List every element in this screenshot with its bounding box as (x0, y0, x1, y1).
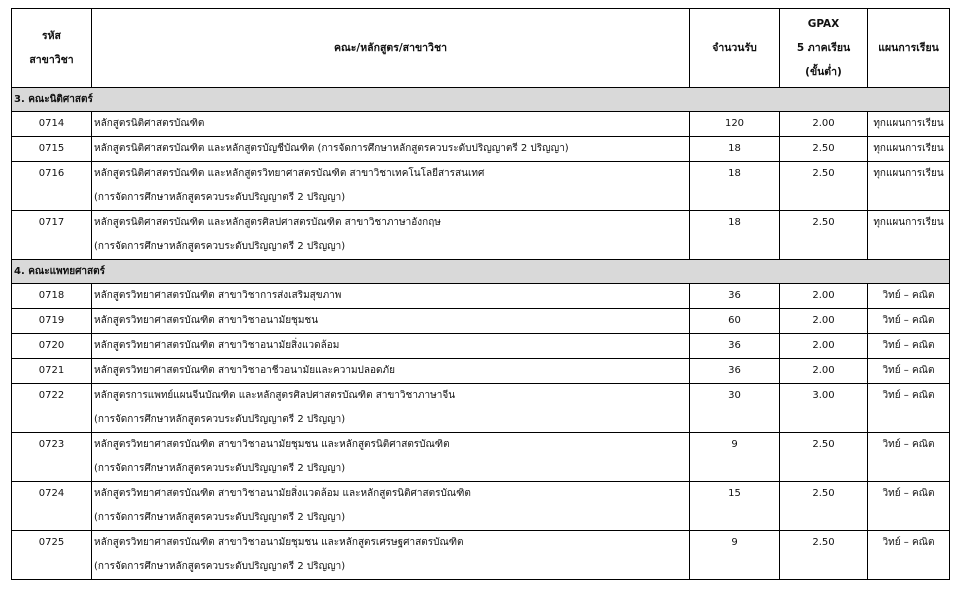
table-row (12, 112, 950, 137)
quota-value: 18 (690, 211, 780, 260)
header-gpax-line1: GPAX (807, 18, 840, 30)
table-row (12, 162, 950, 211)
program-name-line1: หลักสูตรวิทยาศาสตรบัณฑิต สาขาวิชาอนามัยสิ่งแวดล้อม (94, 340, 340, 351)
study-plan: ทุกแผนการเรียน (868, 162, 950, 211)
program-code: 0724 (12, 482, 92, 531)
program-name (92, 284, 690, 309)
header-program (92, 9, 690, 88)
study-plan: วิทย์ – คณิต (868, 334, 950, 359)
program-name (92, 482, 690, 531)
study-plan: วิทย์ – คณิต (868, 433, 950, 482)
gpax-value: 2.00 (780, 112, 868, 137)
study-plan: วิทย์ – คณิต (868, 384, 950, 433)
header-gpax-line2: 5 ภาคเรียน (796, 42, 851, 54)
header-plan-label: แผนการเรียน (878, 42, 939, 54)
gpax-value: 2.00 (780, 284, 868, 309)
gpax-value: 2.50 (780, 482, 868, 531)
quota-value: 18 (690, 137, 780, 162)
program-name (92, 112, 690, 137)
program-name-line1: หลักสูตรนิติศาสตรบัณฑิต และหลักสูตรบัญชีบัณฑิต (การจัดการศึกษาหลักสูตรควบระดับปริญญาตรี 2 ปริญญา) (94, 143, 569, 154)
table-row (12, 137, 950, 162)
program-name-line1: หลักสูตรวิทยาศาสตรบัณฑิต สาขาวิชาการส่งเสริมสุขภาพ (94, 290, 342, 301)
program-code: 0721 (12, 359, 92, 384)
program-name-line1: หลักสูตรนิติศาสตรบัณฑิต และหลักสูตรศิลปศาสตรบัณฑิต สาขาวิชาภาษาอังกฤษ (94, 217, 441, 228)
quota-value: 30 (690, 384, 780, 433)
program-name (92, 531, 690, 580)
quota-value: 36 (690, 284, 780, 309)
faculty-row (12, 88, 950, 112)
study-plan: วิทย์ – คณิต (868, 309, 950, 334)
quota-value: 60 (690, 309, 780, 334)
gpax-value: 2.50 (780, 433, 868, 482)
quota-value: 9 (690, 531, 780, 580)
study-plan: ทุกแผนการเรียน (868, 112, 950, 137)
program-name (92, 359, 690, 384)
gpax-value: 2.00 (780, 334, 868, 359)
program-name-line1: หลักสูตรวิทยาศาสตรบัณฑิต สาขาวิชาอาชีวอนามัยและความปลอดภัย (94, 365, 395, 376)
program-name-line1: หลักสูตรการแพทย์แผนจีนบัณฑิต และหลักสูตรศิลปศาสตรบัณฑิต สาขาวิชาภาษาจีน (94, 390, 456, 401)
study-plan: ทุกแผนการเรียน (868, 137, 950, 162)
program-name (92, 137, 690, 162)
program-code: 0722 (12, 384, 92, 433)
gpax-value: 2.00 (780, 359, 868, 384)
program-code: 0723 (12, 433, 92, 482)
header-code-line2: สาขาวิชา (29, 54, 74, 66)
table-row (12, 531, 950, 580)
table-row (12, 359, 950, 384)
table-body (12, 88, 950, 580)
table-row (12, 384, 950, 433)
program-name-line1: หลักสูตรวิทยาศาสตรบัณฑิต สาขาวิชาอนามัยชุมชน และหลักสูตรเศรษฐศาสตรบัณฑิต (94, 537, 464, 548)
table-row (12, 433, 950, 482)
program-name (92, 433, 690, 482)
quota-value: 36 (690, 334, 780, 359)
program-name-line2: (การจัดการศึกษาหลักสูตรควบระดับปริญญาตรี 2 ปริญญา) (94, 241, 346, 252)
study-plan: ทุกแผนการเรียน (868, 211, 950, 260)
program-name-line1: หลักสูตรนิติศาสตรบัณฑิต (94, 118, 205, 129)
program-name (92, 334, 690, 359)
quota-value: 120 (690, 112, 780, 137)
table-header-row (12, 9, 950, 88)
program-code: 0719 (12, 309, 92, 334)
header-quota-label: จำนวนรับ (712, 42, 757, 54)
study-plan: วิทย์ – คณิต (868, 284, 950, 309)
header-gpax (780, 9, 868, 88)
program-table-container (11, 8, 950, 580)
program-name-line1: หลักสูตรวิทยาศาสตรบัณฑิต สาขาวิชาอนามัยชุมชน และหลักสูตรนิติศาสตรบัณฑิต (94, 439, 450, 450)
table-row (12, 284, 950, 309)
program-name-line2: (การจัดการศึกษาหลักสูตรควบระดับปริญญาตรี 2 ปริญญา) (94, 512, 346, 523)
quota-value: 18 (690, 162, 780, 211)
program-name-line2: (การจัดการศึกษาหลักสูตรควบระดับปริญญาตรี 2 ปริญญา) (94, 414, 346, 425)
program-name (92, 211, 690, 260)
program-name (92, 309, 690, 334)
study-plan: วิทย์ – คณิต (868, 482, 950, 531)
program-name-line2: (การจัดการศึกษาหลักสูตรควบระดับปริญญาตรี 2 ปริญญา) (94, 561, 346, 572)
program-table (11, 8, 950, 580)
gpax-value: 3.00 (780, 384, 868, 433)
program-name (92, 384, 690, 433)
gpax-value: 2.50 (780, 137, 868, 162)
gpax-value: 2.50 (780, 162, 868, 211)
program-name-line2: (การจัดการศึกษาหลักสูตรควบระดับปริญญาตรี 2 ปริญญา) (94, 463, 346, 474)
faculty-title: 4. คณะแพทยศาสตร์ (12, 260, 950, 284)
quota-value: 15 (690, 482, 780, 531)
gpax-value: 2.00 (780, 309, 868, 334)
table-row (12, 482, 950, 531)
gpax-value: 2.50 (780, 531, 868, 580)
program-code: 0717 (12, 211, 92, 260)
header-code (12, 9, 92, 88)
header-quota (690, 9, 780, 88)
header-plan (868, 9, 950, 88)
program-name (92, 162, 690, 211)
table-row (12, 334, 950, 359)
program-code: 0714 (12, 112, 92, 137)
program-name-line1: หลักสูตรนิติศาสตรบัณฑิต และหลักสูตรวิทยาศาสตรบัณฑิต สาขาวิชาเทคโนโลยีสารสนเทศ (94, 168, 485, 179)
study-plan: วิทย์ – คณิต (868, 531, 950, 580)
faculty-row (12, 260, 950, 284)
header-program-label: คณะ/หลักสูตร/สาขาวิชา (334, 42, 447, 54)
program-name-line1: หลักสูตรวิทยาศาสตรบัณฑิต สาขาวิชาอนามัยชุมชน (94, 315, 319, 326)
faculty-title: 3. คณะนิติศาสตร์ (12, 88, 950, 112)
table-row (12, 211, 950, 260)
study-plan: วิทย์ – คณิต (868, 359, 950, 384)
gpax-value: 2.50 (780, 211, 868, 260)
program-name-line2: (การจัดการศึกษาหลักสูตรควบระดับปริญญาตรี 2 ปริญญา) (94, 192, 346, 203)
quota-value: 36 (690, 359, 780, 384)
header-code-line1: รหัส (42, 30, 61, 42)
program-code: 0725 (12, 531, 92, 580)
table-row (12, 309, 950, 334)
program-name-line1: หลักสูตรวิทยาศาสตรบัณฑิต สาขาวิชาอนามัยสิ่งแวดล้อม และหลักสูตรนิติศาสตรบัณฑิต (94, 488, 471, 499)
program-code: 0716 (12, 162, 92, 211)
quota-value: 9 (690, 433, 780, 482)
program-code: 0715 (12, 137, 92, 162)
program-code: 0718 (12, 284, 92, 309)
header-gpax-line3: (ขั้นต่ำ) (805, 66, 842, 78)
program-code: 0720 (12, 334, 92, 359)
